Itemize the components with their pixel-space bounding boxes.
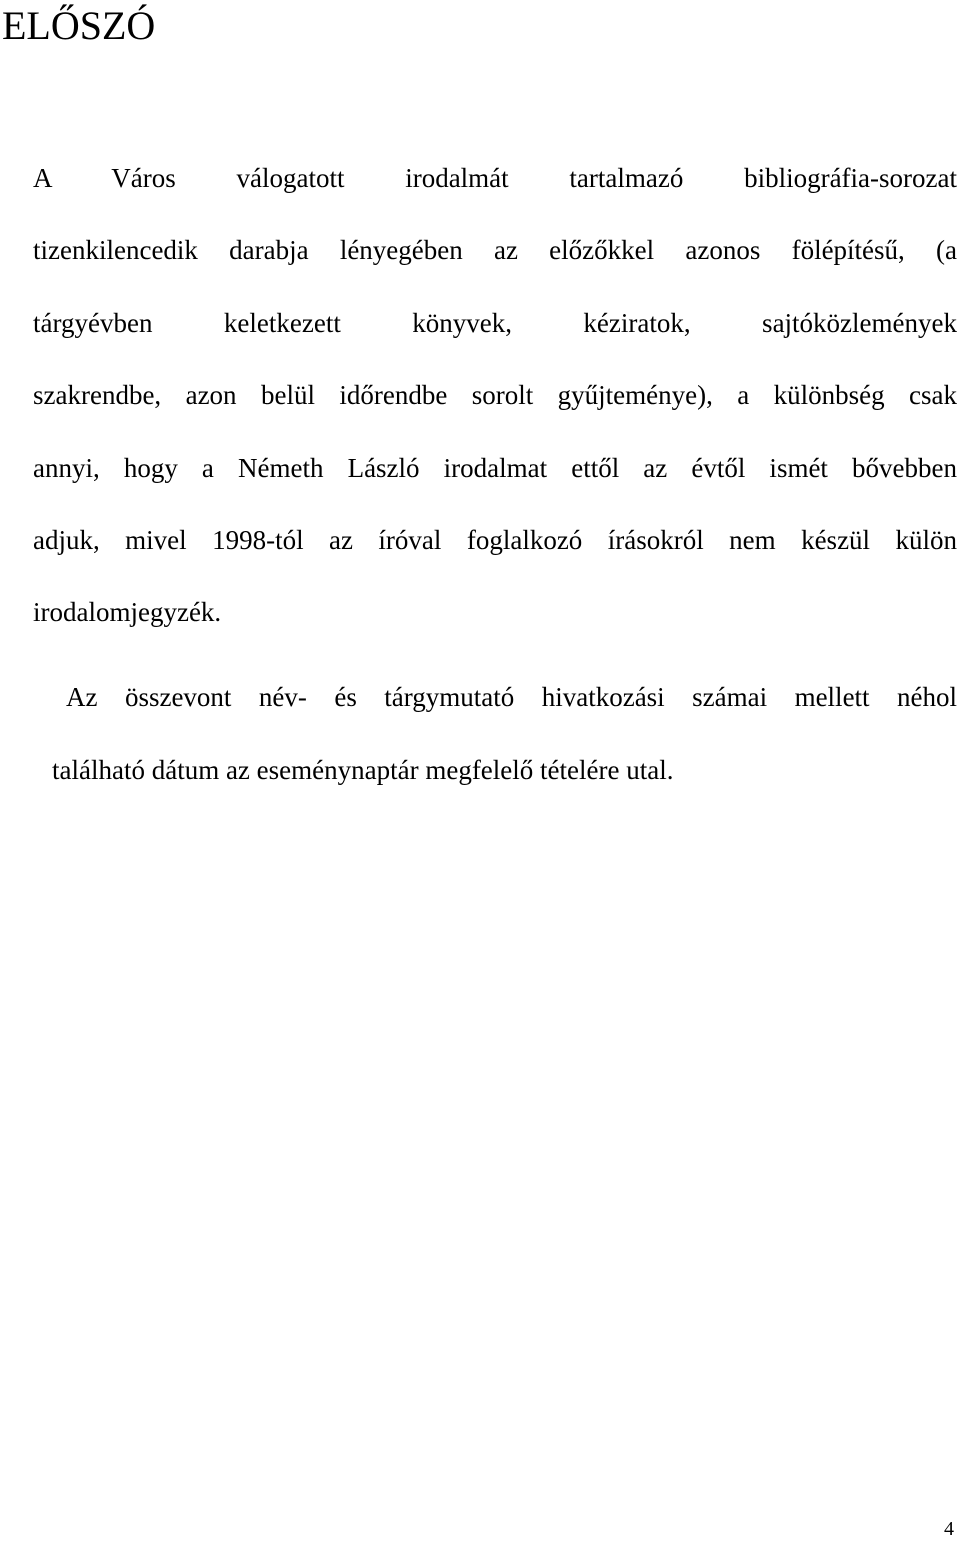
page-number: 4 (944, 1518, 954, 1540)
paragraph-line: tizenkilencedik darabja lényegében az előzőkkel azonos fölépítésű, (a (33, 235, 957, 265)
paragraph-line: annyi, hogy a Németh László irodalmat ettől az évtől ismét bővebben (33, 453, 957, 483)
paragraph-line: A Város válogatott irodalmát tartalmazó bibliográfia-sorozat (33, 163, 957, 193)
paragraph-line: irodalomjegyzék. (33, 597, 222, 627)
paragraph-line: Az összevont név- és tárgymutató hivatkozási számai mellett néhol (66, 682, 957, 712)
paragraph-line: tárgyévben keletkezett könyvek, kéziratok, sajtóközlemények (33, 308, 957, 338)
paragraph-line: szakrendbe, azon belül időrendbe sorolt gyűjteménye), a különbség csak (33, 380, 957, 410)
paragraph-line: adjuk, mivel 1998-tól az íróval foglalkozó írásokról nem készül külön (33, 525, 957, 555)
paragraph-line: található dátum az eseménynaptár megfelelő tételére utal. (52, 755, 674, 785)
page-title: ELŐSZÓ (2, 3, 156, 48)
